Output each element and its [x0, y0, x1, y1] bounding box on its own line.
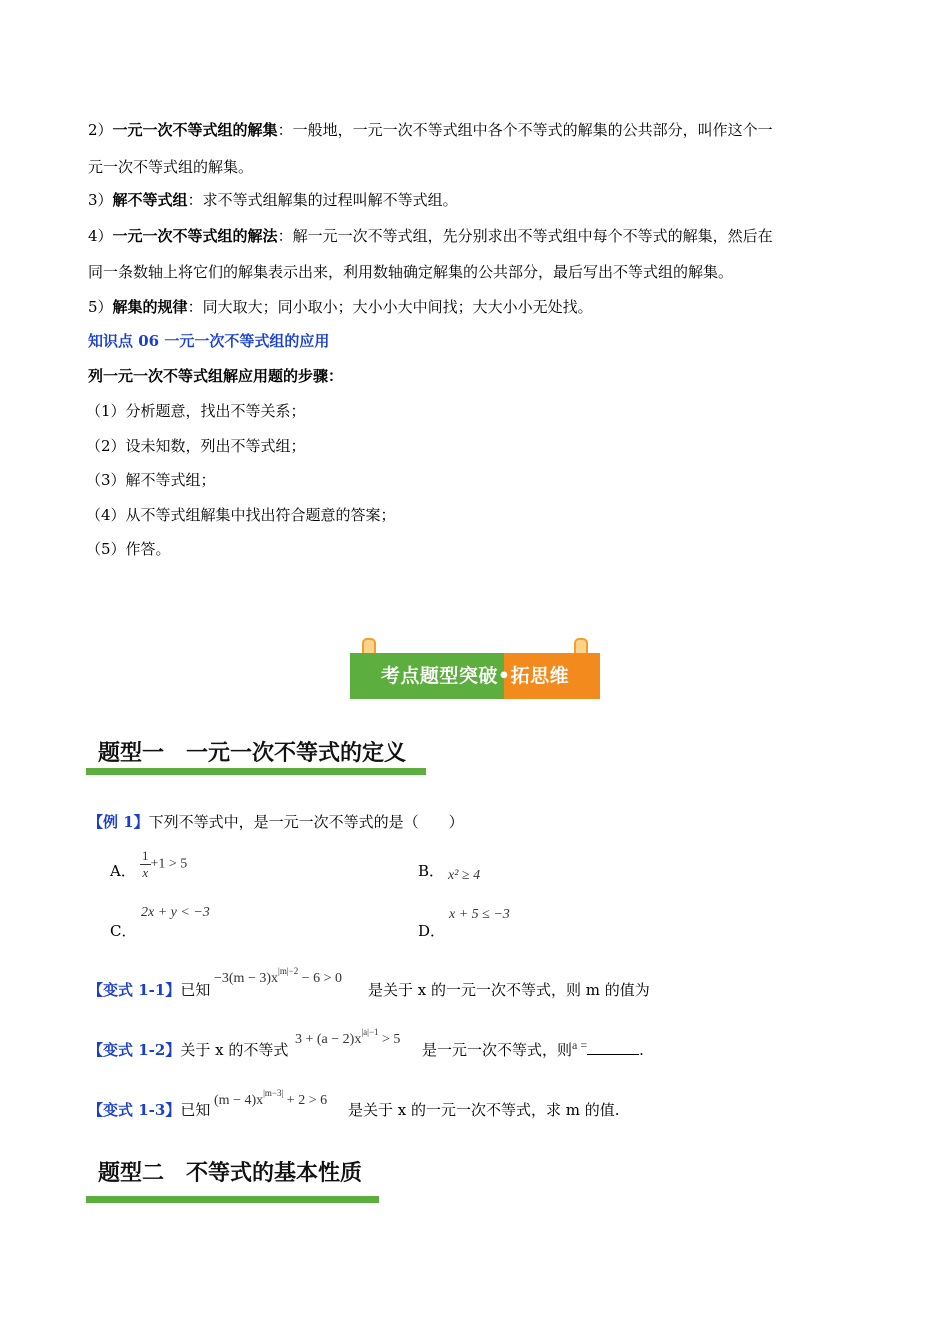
variation1-2-answer-blank[interactable] [587, 1040, 639, 1055]
option-d-label[interactable]: D． [418, 922, 446, 940]
banner-text [350, 653, 600, 699]
banner-right-text: 拓思维 [510, 665, 570, 687]
item4-text1: ：解一元一次不等式组，先分别求出不等式组中每个不等式的解集，然后在 [277, 227, 773, 245]
variation1-2-expr-b: > 5 [378, 1032, 401, 1047]
variation1-3-expr-a: (m − 4)x [214, 1093, 264, 1108]
variation1-3-expr-b: + 2 > 6 [283, 1093, 328, 1108]
variation1-2-post [422, 1040, 644, 1061]
variation1-2-end: . [639, 1041, 644, 1059]
item2-line2: 元一次不等式组的解集。 [88, 158, 254, 176]
variation1-2-pre: 关于 x 的不等式 [180, 1041, 289, 1059]
type2-title: 题型二 不等式的基本性质 [98, 1161, 363, 1186]
option-b-label[interactable]: B． [418, 862, 445, 880]
option-c-label[interactable]: C． [110, 922, 137, 940]
option-c-expr [141, 905, 210, 921]
variation1-1-expr [214, 966, 342, 987]
item5-text: ：同大取大；同小取小；大小小大中间找；大大小小无处找。 [187, 298, 593, 316]
section-banner [350, 653, 600, 699]
kp06-step-2: （2）设未知数，列出不等式组； [86, 437, 306, 455]
item2-line1 [88, 120, 773, 140]
item2-num: 2） [88, 121, 113, 139]
variation1-2-prefix [88, 1040, 288, 1060]
variation1-3-expr [214, 1088, 327, 1109]
variation1-3-prefix [88, 1100, 210, 1120]
type1-underline [86, 768, 426, 775]
example1-line [88, 812, 464, 832]
variation1-1-post: 是关于 x 的一元一次不等式，则 m 的值为 [368, 981, 650, 999]
item4-line1 [88, 226, 773, 246]
variation1-2-var: a = [572, 1038, 588, 1052]
option-c-text: 2x + y < −3 [141, 905, 210, 920]
kp06-step-4: （4）从不等式组解集中找出符合题意的答案； [86, 506, 396, 524]
option-b-text: x² ≥ 4 [448, 868, 481, 883]
variation1-1-expr-a: −3(m − 3)x [214, 971, 279, 986]
item3-line [88, 190, 458, 210]
variation1-1-prefix [88, 980, 210, 1000]
variation1-1-exponent: |m|−2 [278, 966, 299, 976]
variation1-3-tag: 【变式 1-3】 [88, 1101, 181, 1119]
option-a-rest: +1 > 5 [150, 856, 188, 872]
example1-tag: 【例 1】 [88, 813, 149, 831]
option-a-expr [140, 848, 187, 881]
option-d-expr [449, 907, 510, 923]
option-a-denominator: x [142, 865, 149, 880]
item4-num: 4） [88, 227, 113, 245]
kp06-title: 知识点 06 一元一次不等式组的应用 [88, 332, 330, 350]
variation1-3-exponent: |m−3| [263, 1088, 284, 1098]
item3-num: 3） [88, 191, 113, 209]
option-d-text: x + 5 ≤ −3 [449, 907, 510, 922]
item4-line2: 同一条数轴上将它们的解集表示出来，利用数轴确定解集的公共部分，最后写出不等式组的解集。 [88, 263, 734, 281]
type1-title: 题型一 一元一次不等式的定义 [98, 741, 407, 766]
option-b-expr [448, 868, 480, 884]
item5-term: 解集的规律 [112, 298, 188, 316]
item2-term: 一元一次不等式组的解集 [112, 121, 278, 139]
item5-line [88, 297, 593, 317]
banner-dot: • [497, 665, 511, 687]
option-a-label[interactable]: A． [110, 862, 136, 880]
type2-underline [86, 1196, 379, 1203]
variation1-2-post-text: 是一元一次不等式，则 [422, 1041, 573, 1059]
kp06-step-3: （3）解不等式组； [86, 471, 216, 489]
variation1-1-tag: 【变式 1-1】 [88, 981, 181, 999]
variation1-2-exponent: |a|−1 [361, 1027, 379, 1037]
banner-left-text: 考点题型突破 [380, 665, 498, 687]
example1-text: 下列不等式中，是一元一次不等式的是（ ） [148, 813, 464, 831]
variation1-1-pre: 已知 [180, 981, 211, 999]
item2-text1: ：一般地，一元一次不等式组中各个不等式的解集的公共部分，叫作这个一 [277, 121, 773, 139]
variation1-2-tag: 【变式 1-2】 [88, 1041, 181, 1059]
variation1-1-expr-b: − 6 > 0 [298, 971, 342, 986]
option-a-numerator: 1 [142, 848, 149, 863]
option-a-fraction [140, 848, 151, 881]
variation1-2-expr [295, 1027, 400, 1048]
kp06-step-1: （1）分析题意，找出不等关系； [86, 402, 306, 420]
item5-num: 5） [88, 298, 113, 316]
kp06-subtitle: 列一元一次不等式组解应用题的步骤： [88, 367, 344, 385]
item3-text: ：求不等式组解集的过程叫解不等式组。 [187, 191, 458, 209]
kp06-step-5: （5）作答。 [86, 540, 171, 558]
variation1-3-post: 是关于 x 的一元一次不等式，求 m 的值. [348, 1101, 620, 1119]
variation1-3-pre: 已知 [180, 1101, 211, 1119]
item4-term: 一元一次不等式组的解法 [112, 227, 278, 245]
item3-term: 解不等式组 [112, 191, 188, 209]
variation1-2-expr-a: 3 + (a − 2)x [295, 1032, 362, 1047]
